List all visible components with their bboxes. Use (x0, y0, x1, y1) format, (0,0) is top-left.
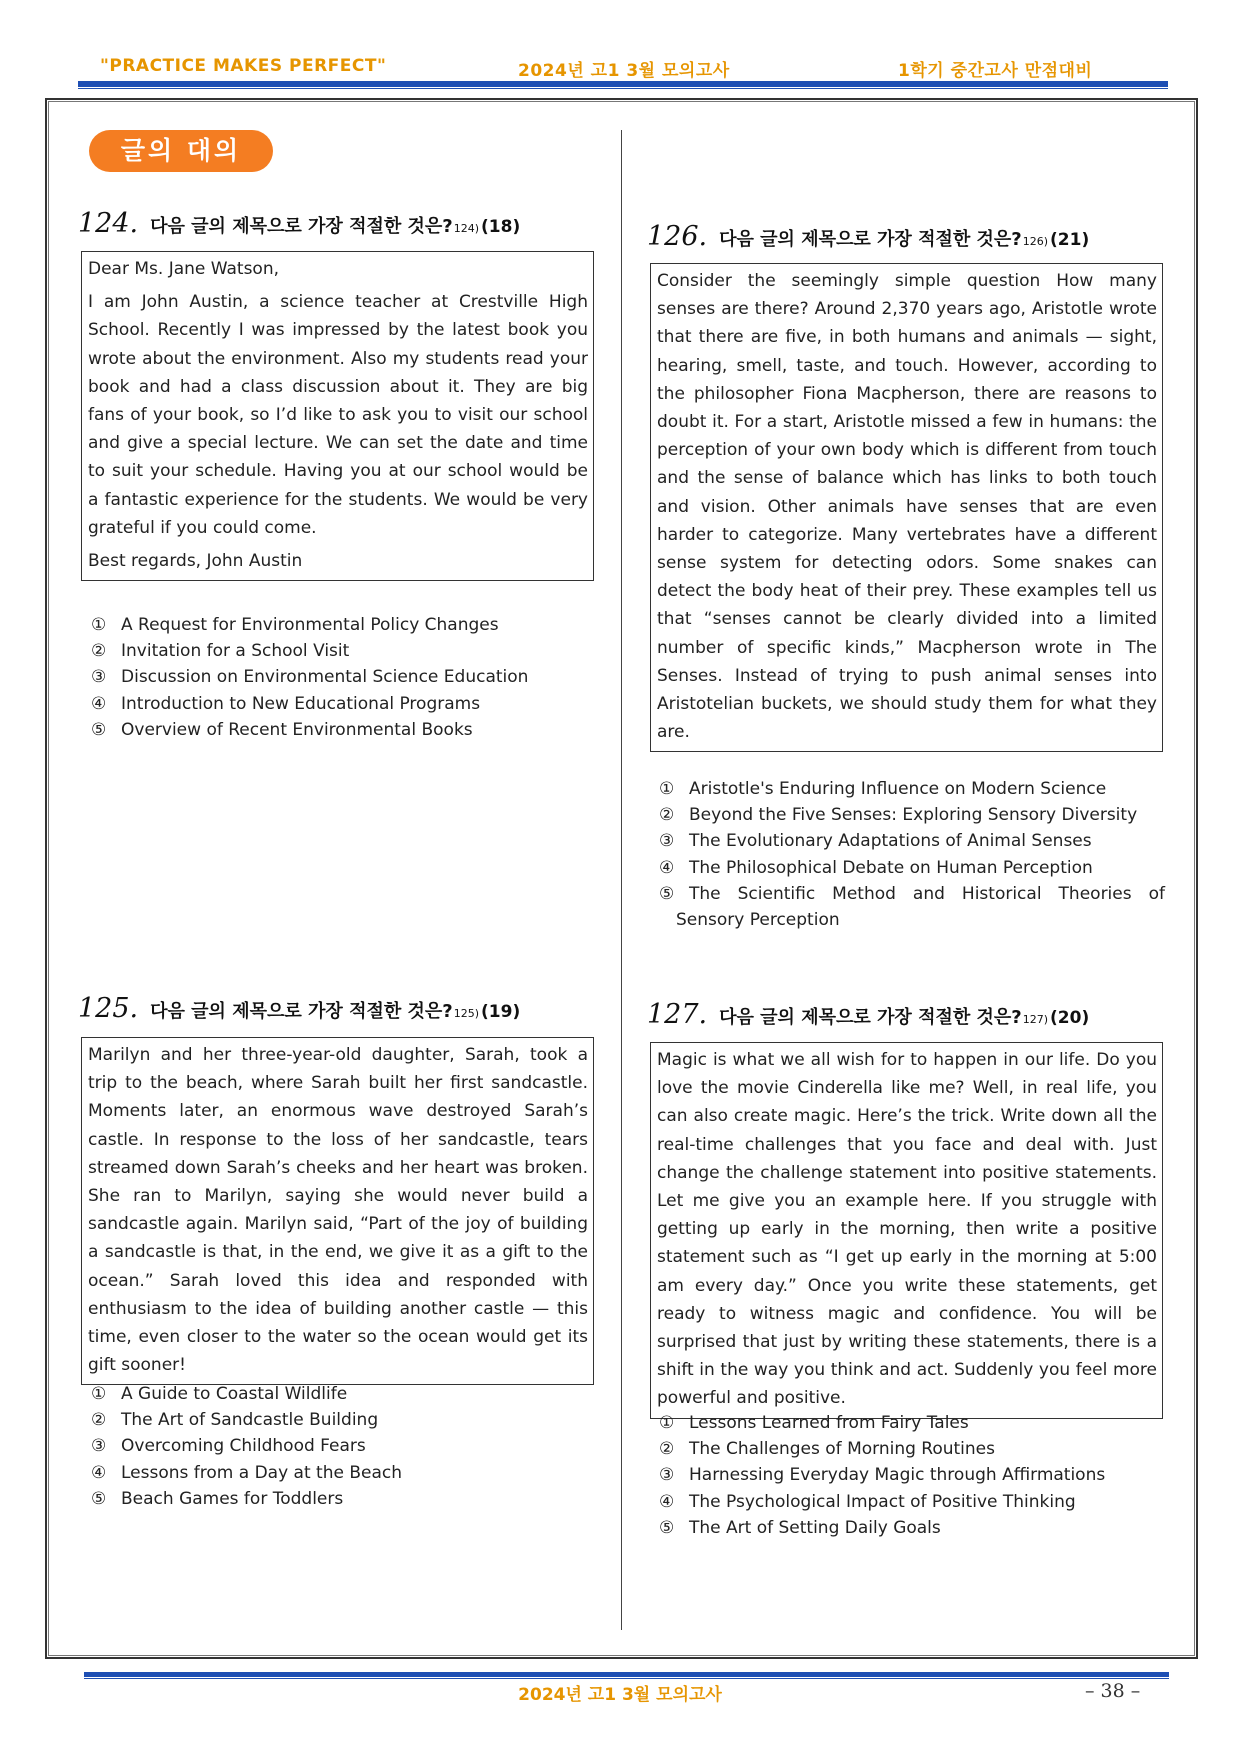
passage-body: Magic is what we all wish for to happen in our life. Do you love the movie Cinderella like me? Well, in real life, you can also create magic. Here’s the trick. Write down all the real-time challenges that you face and deal with. Just change the challenge statement into positive statements. Let me give you an example here. If you struggle with getting up early in the morning, then write a positive statement such as “I get up early in the morning at 5:00 am every day.” Once you write these statements, get ready to witness magic and confidence. You will be surprised that just by writing these statements, there is a shift in the way you think and act. Suddenly you feel more powerful and positive. (657, 1050, 1157, 1409)
answer-option[interactable]: ⑤ Overview of Recent Environmental Books (91, 719, 473, 740)
question-125-options (91, 1381, 591, 1512)
answer-option[interactable]: ③ Overcoming Childhood Fears (91, 1436, 366, 1457)
question-source: (19) (481, 1002, 521, 1022)
question-ref: 124) (453, 222, 480, 235)
answer-option[interactable]: ① Lessons Learned from Fairy Tales (659, 1413, 969, 1433)
question-ref: 127) (1022, 1013, 1049, 1026)
question-ref: 126) (1022, 235, 1049, 248)
answer-option[interactable]: ④ The Psychological Impact of Positive Thinking (659, 1491, 1076, 1512)
passage-closing: Best regards, John Austin (88, 551, 303, 572)
answer-option[interactable]: ⑤ The Art of Setting Daily Goals (659, 1517, 941, 1538)
question-125-passage (81, 1037, 594, 1385)
question-number: 127. (647, 999, 708, 1030)
question-number: 125. (78, 993, 139, 1024)
answer-option[interactable]: ③ Harnessing Everyday Magic through Affirmations (659, 1465, 1106, 1486)
question-126-options (659, 776, 1165, 933)
question-ref: 125) (453, 1007, 480, 1020)
passage-body: I am John Austin, a science teacher at Crestville High School. Recently I was impressed by the latest book you wrote about the environment. Also my students read your book and had a class discussion about it. They are big fans of your book, so I’d like to ask you to visit our school and give a special lecture. We can set the date and time to suit your schedule. Having you at our school would be a fantastic experience for the students. We would be very grateful if you could come. (88, 292, 588, 538)
question-126-header (647, 221, 1089, 252)
header-rule (78, 81, 1168, 87)
question-127-header (647, 999, 1089, 1030)
column-divider (621, 130, 622, 1630)
question-prompt: 다음 글의 제목으로 가장 적절한 것은? (150, 216, 453, 237)
question-prompt: 다음 글의 제목으로 가장 적절한 것은? (719, 1007, 1022, 1028)
answer-option[interactable]: ⑤ The Scientific Method and Historical Theories of (659, 883, 1165, 904)
question-124-passage (81, 251, 594, 581)
passage-body: Consider the seemingly simple question How many senses are there? Around 2,370 years ago, Aristotle wrote that there are five, in both humans and animals — sight, hearing, smell, taste, and touch. However, according to the philosopher Fiona Macpherson, there are reasons to doubt it. For a start, Aristotle missed a few in humans: the perception of your own body which is different from touch and the sense of balance which has links to both touch and vision. Other animals have senses that are even harder to categorize. Many vertebrates have a different sense system for detecting odors. Some snakes can detect the body heat of their prey. These examples tell us that “senses cannot be clearly divided into a limited number of specific kinds,” Macpherson wrote in The Senses. Instead of trying to push animal senses into Aristotelian buckets, we should study them for what they are. (657, 271, 1157, 743)
answer-option[interactable]: ① Aristotle's Enduring Influence on Modern Science (659, 779, 1107, 799)
header-left-text: "PRACTICE MAKES PERFECT" (100, 56, 387, 76)
question-source: (18) (481, 217, 521, 237)
answer-option[interactable]: ② Beyond the Five Senses: Exploring Sensory Diversity (659, 805, 1138, 826)
question-prompt: 다음 글의 제목으로 가장 적절한 것은? (719, 229, 1022, 250)
question-source: (20) (1050, 1008, 1090, 1028)
section-badge: 글의 대의 (89, 130, 273, 172)
footer-title: 2024년 고1 3월 모의고사 (518, 1685, 722, 1705)
footer-rule-thin (84, 1678, 1169, 1679)
question-124-header (78, 208, 520, 239)
answer-option[interactable]: ② The Art of Sandcastle Building (91, 1410, 379, 1431)
answer-option[interactable]: ① A Guide to Coastal Wildlife (91, 1384, 348, 1404)
answer-option-continuation: Sensory Perception (676, 910, 840, 931)
answer-option[interactable]: ④ Introduction to New Educational Programs (91, 693, 481, 714)
answer-option[interactable]: ③ The Evolutionary Adaptations of Animal Senses (659, 831, 1092, 852)
header-right-text: 1학기 중간고사 만점대비 (898, 61, 1093, 81)
footer-rule (84, 1672, 1169, 1677)
answer-option[interactable]: ③ Discussion on Environmental Science Education (91, 667, 529, 688)
header-center-text: 2024년 고1 3월 모의고사 (518, 61, 730, 81)
question-125-header (78, 993, 520, 1024)
header-rule-thin (78, 88, 1168, 89)
passage-body: Marilyn and her three-year-old daughter, Sarah, took a trip to the beach, where Sarah built her first sandcastle. Moments later, an enormous wave destroyed Sarah’s castle. In response to the loss of her sandcastle, tears streamed down Sarah’s cheeks and her heart was broken. She ran to Marilyn, saying she would never build a sandcastle again. Marilyn said, “Part of the joy of building a sandcastle is that, in the end, we give it as a gift to the ocean.” Sarah loved this idea and responded with enthusiasm to the idea of building another castle — this time, even closer to the water so the ocean would get its gift sooner! (88, 1045, 588, 1376)
answer-option[interactable]: ① A Request for Environmental Policy Changes (91, 615, 499, 635)
answer-option[interactable]: ② The Challenges of Morning Routines (659, 1439, 995, 1460)
answer-option[interactable]: ④ The Philosophical Debate on Human Perception (659, 857, 1093, 878)
passage-salutation: Dear Ms. Jane Watson, (88, 259, 280, 279)
answer-option[interactable]: ④ Lessons from a Day at the Beach (91, 1462, 402, 1483)
question-number: 126. (647, 221, 708, 252)
question-127-options (659, 1410, 1159, 1541)
answer-option[interactable]: ② Invitation for a School Visit (91, 641, 350, 662)
question-source: (21) (1050, 230, 1090, 250)
question-prompt: 다음 글의 제목으로 가장 적절한 것은? (150, 1001, 453, 1022)
answer-option[interactable]: ⑤ Beach Games for Toddlers (91, 1488, 344, 1509)
question-126-passage (650, 263, 1163, 752)
question-124-options (91, 612, 591, 743)
question-127-passage (650, 1042, 1163, 1419)
page-number: – 38 – (1085, 1680, 1141, 1702)
question-number: 124. (78, 208, 139, 239)
